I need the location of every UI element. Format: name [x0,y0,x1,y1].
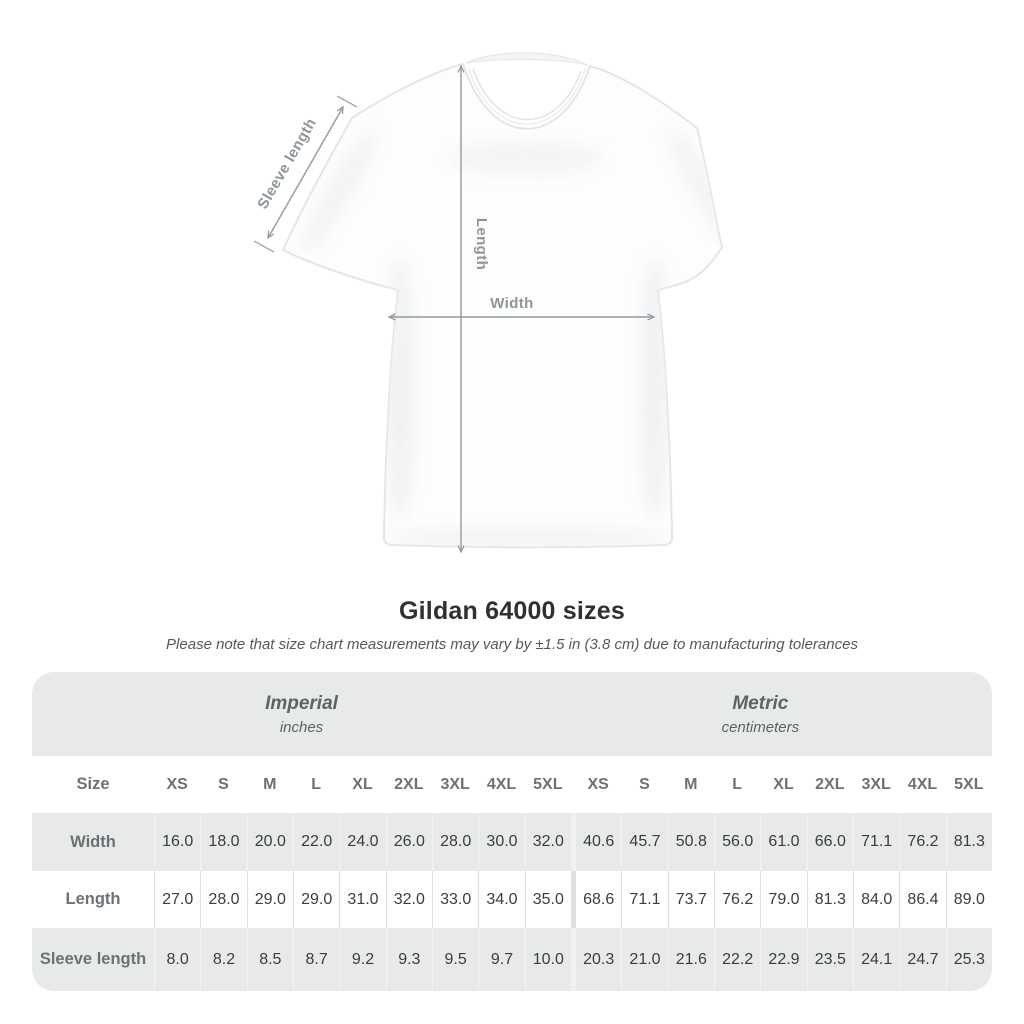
size-header-metric-xl: XL [773,775,794,793]
metric-unit: centimeters [721,718,800,736]
cell-width-imperial-4xl: 30.0 [478,813,524,871]
sleeve-length-label: Sleeve length [254,115,320,213]
cell-width-metric-s: 45.7 [621,813,667,871]
size-header-imperial-4xl: 4XL [486,775,517,793]
size-header-imperial-m: M [263,775,277,793]
cell-sleeve-length-metric-5xl: 25.3 [946,928,992,991]
size-header-imperial-s: S [218,775,229,793]
cell-width-metric-m: 50.8 [668,813,714,871]
cell-width-imperial-3xl: 28.0 [432,813,478,871]
cell-length-metric-3xl: 84.0 [853,871,899,928]
imperial-unit: inches [279,718,324,736]
cell-sleeve-length-metric-2xl: 23.5 [807,928,853,991]
width-label: Width [490,295,534,312]
cell-sleeve-length-imperial-xs: 8.0 [154,928,200,991]
cell-sleeve-length-imperial-m: 8.5 [247,928,293,991]
cell-length-metric-2xl: 81.3 [807,871,853,928]
cell-width-metric-5xl: 81.3 [946,813,992,871]
cell-length-imperial-xs: 27.0 [154,871,200,928]
cell-length-imperial-l: 29.0 [293,871,339,928]
cell-sleeve-length-imperial-3xl: 9.5 [432,928,478,991]
table-row-width [32,813,992,871]
size-header-metric-4xl: 4XL [907,775,938,793]
cell-sleeve-length-metric-xs: 20.3 [575,928,621,991]
cell-length-imperial-3xl: 33.0 [432,871,478,928]
cell-length-imperial-5xl: 35.0 [525,871,571,928]
size-header-imperial-5xl: 5XL [533,775,563,793]
unit-header-band [32,672,992,756]
size-header-metric-3xl: 3XL [861,775,891,793]
cell-sleeve-length-imperial-xl: 9.2 [339,928,385,991]
size-header-imperial-xl: XL [352,775,373,793]
cell-length-metric-l: 76.2 [714,871,760,928]
tolerance-note: Please note that size chart measurements may vary by ±1.5 in (3.8 cm) due to manufacturing tolerances [166,636,858,653]
cell-width-imperial-xs: 16.0 [154,813,200,871]
size-header-imperial-l: L [311,775,322,793]
size-header-metric-s: S [639,775,650,793]
table-header-row [32,756,992,813]
length-label: Length [473,217,490,271]
row-label-length: Length [65,890,121,908]
cell-width-imperial-s: 18.0 [200,813,246,871]
cell-length-imperial-4xl: 34.0 [478,871,524,928]
cell-length-metric-xl: 79.0 [760,871,806,928]
cell-width-metric-l: 56.0 [714,813,760,871]
size-header-imperial-3xl: 3XL [440,775,470,793]
metric-section-header [575,672,946,756]
cell-width-metric-4xl: 76.2 [899,813,945,871]
size-column-header: Size [76,775,110,793]
cell-length-metric-4xl: 86.4 [899,871,945,928]
cell-length-imperial-s: 28.0 [200,871,246,928]
cell-sleeve-length-imperial-2xl: 9.3 [386,928,432,991]
cell-width-imperial-l: 22.0 [293,813,339,871]
cell-length-metric-5xl: 89.0 [946,871,992,928]
cell-sleeve-length-metric-s: 21.0 [621,928,667,991]
cell-sleeve-length-metric-3xl: 24.1 [853,928,899,991]
cell-sleeve-length-metric-m: 21.6 [668,928,714,991]
cell-width-imperial-xl: 24.0 [339,813,385,871]
imperial-title: Imperial [265,692,338,714]
cell-length-metric-m: 73.7 [668,871,714,928]
cell-sleeve-length-metric-4xl: 24.7 [899,928,945,991]
table-row-sleeve-length [32,928,992,991]
page-title: Gildan 64000 sizes [399,597,625,625]
cell-length-imperial-2xl: 32.0 [386,871,432,928]
row-label-width: Width [70,832,116,851]
size-header-metric-xs: XS [587,775,609,793]
cell-width-imperial-5xl: 32.0 [525,813,571,871]
metric-title: Metric [732,692,789,714]
size-header-imperial-xs: XS [166,775,188,793]
cell-length-metric-xs: 68.6 [575,871,621,928]
table-row-length [32,871,992,928]
size-header-metric-2xl: 2XL [815,775,845,793]
imperial-section-header [32,672,571,756]
cell-width-imperial-m: 20.0 [247,813,293,871]
cell-sleeve-length-imperial-l: 8.7 [293,928,339,991]
size-header-metric-5xl: 5XL [954,775,984,793]
cell-sleeve-length-imperial-4xl: 9.7 [478,928,524,991]
cell-sleeve-length-metric-l: 22.2 [714,928,760,991]
cell-length-imperial-m: 29.0 [247,871,293,928]
cell-width-metric-xs: 40.6 [575,813,621,871]
cell-width-imperial-2xl: 26.0 [386,813,432,871]
cell-length-imperial-xl: 31.0 [339,871,385,928]
cell-width-metric-3xl: 71.1 [853,813,899,871]
size-header-metric-m: M [684,775,698,793]
cell-length-metric-s: 71.1 [621,871,667,928]
cell-width-metric-2xl: 66.0 [807,813,853,871]
cell-sleeve-length-imperial-5xl: 10.0 [525,928,571,991]
cell-sleeve-length-metric-xl: 22.9 [760,928,806,991]
cell-sleeve-length-imperial-s: 8.2 [200,928,246,991]
size-table [32,672,992,991]
size-header-imperial-2xl: 2XL [394,775,424,793]
cell-width-metric-xl: 61.0 [760,813,806,871]
size-header-metric-l: L [732,775,743,793]
row-label-sleeve-length: Sleeve length [39,950,147,968]
